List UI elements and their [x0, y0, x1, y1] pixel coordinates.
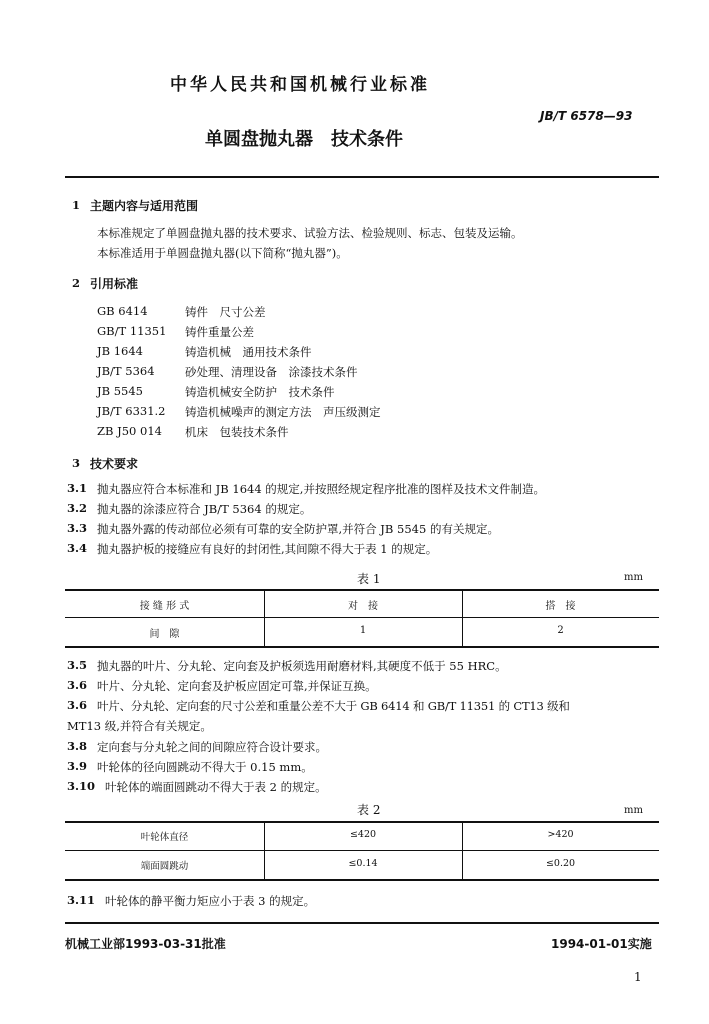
- ref-title: 铸造机械噪声的测定方法 声压级测定: [185, 405, 381, 419]
- table1-header-cell: 接 缝 形 式: [139, 601, 190, 612]
- document-title: 单圆盘抛丸器 技术条件: [205, 129, 403, 150]
- ref-code: JB/T 5364: [97, 364, 155, 378]
- table2-cell: >420: [547, 829, 574, 840]
- effective-date: 1994-01-01实施: [551, 937, 652, 951]
- section1-paragraph-2: 本标准适用于单圆盘抛丸器(以下简称“抛丸器”)。: [97, 246, 348, 260]
- clause-3-10-number: 3.10: [67, 779, 96, 793]
- clause-3-2-number: 3.2: [67, 501, 88, 515]
- ref-code: GB/T 11351: [97, 324, 167, 338]
- ref-title: 铸件 尺寸公差: [185, 305, 266, 319]
- ref-code: JB/T 6331.2: [97, 404, 166, 418]
- table2-caption: 表 2: [357, 803, 381, 817]
- section1-number: 1: [72, 198, 81, 212]
- table2-cell: 叶轮体直径: [140, 832, 189, 843]
- clause-3-6b-text: 叶片、分丸轮、定向套的尺寸公差和重量公差不大于 GB 6414 和 GB/T 11351 的 CT13 级和: [97, 699, 570, 713]
- clause-3-5-number: 3.5: [67, 658, 88, 672]
- clause-3-6b-number: 3.6: [67, 698, 88, 712]
- ref-code: GB 6414: [97, 304, 148, 318]
- approval-date: 机械工业部1993-03-31批准: [65, 937, 226, 951]
- clause-3-5-text: 抛丸器的叶片、分丸轮、定向套及护板须选用耐磨材料,其硬度不低于 55 HRC。: [97, 659, 507, 673]
- ref-title: 铸件重量公差: [185, 325, 254, 339]
- clause-3-9-number: 3.9: [67, 759, 88, 773]
- clause-3-1-text: 抛丸器应符合本标准和 JB 1644 的规定,并按照经规定程序批准的图样及技术文件制造。: [97, 482, 545, 496]
- table1-caption: 表 1: [357, 572, 381, 586]
- section1-heading: 主题内容与适用范围: [90, 199, 199, 213]
- standard-code: JB/T 6578—93: [540, 109, 633, 123]
- table1-header-cell: 对 接: [348, 601, 378, 612]
- table2-unit: mm: [624, 805, 643, 816]
- section3-number: 3: [72, 456, 81, 470]
- section1-paragraph-1: 本标准规定了单圆盘抛丸器的技术要求、试验方法、检验规则、标志、包装及运输。: [97, 226, 523, 240]
- section2-number: 2: [72, 276, 81, 290]
- clause-3-6b-continuation: MT13 级,并符合有关规定。: [67, 719, 212, 733]
- clause-3-8-text: 定向套与分丸轮之间的间隙应符合设计要求。: [97, 740, 327, 754]
- table1-mid-rule: [65, 617, 659, 618]
- clause-3-8-number: 3.8: [67, 739, 88, 753]
- table2-top-rule: [65, 821, 659, 823]
- table2-mid-rule: [65, 850, 659, 851]
- ref-code: JB 5545: [97, 384, 143, 398]
- clause-3-2-text: 抛丸器的涂漆应符合 JB/T 5364 的规定。: [97, 502, 312, 516]
- clause-3-6a-text: 叶片、分丸轮、定向套及护板应固定可靠,并保证互换。: [97, 679, 377, 693]
- clause-3-4-text: 抛丸器护板的接缝应有良好的封闭性,其间隙不得大于表 1 的规定。: [97, 542, 438, 556]
- clause-3-11-number: 3.11: [67, 893, 96, 907]
- clause-3-6a-number: 3.6: [67, 678, 88, 692]
- clause-3-4-number: 3.4: [67, 541, 88, 555]
- table1-cell: 2: [557, 625, 564, 636]
- ref-title: 砂处理、清理设备 涂漆技术条件: [185, 365, 358, 379]
- ref-title: 铸造机械安全防护 技术条件: [185, 385, 335, 399]
- table2-cell: ≤420: [349, 829, 377, 840]
- page-number: 1: [634, 970, 642, 984]
- section2-heading: 引用标准: [90, 277, 139, 291]
- clause-3-10-text: 叶轮体的端面圆跳动不得大于表 2 的规定。: [105, 780, 327, 794]
- ref-code: JB 1644: [97, 344, 143, 358]
- table2-cell: 端面圆跳动: [140, 861, 189, 872]
- clause-3-11-text: 叶轮体的静平衡力矩应小于表 3 的规定。: [105, 894, 316, 908]
- table1-unit: mm: [624, 572, 643, 583]
- ref-code: ZB J50 014: [97, 424, 162, 438]
- table1-bottom-rule: [65, 646, 659, 648]
- ref-title: 机床 包装技术条件: [185, 425, 289, 439]
- table1-cell: 间 隙: [149, 629, 180, 640]
- clause-3-1-number: 3.1: [67, 481, 88, 495]
- table2-cell: ≤0.14: [348, 858, 378, 869]
- table2-cell: ≤0.20: [545, 858, 576, 869]
- clause-3-3-number: 3.3: [67, 521, 88, 535]
- table1-header-cell: 搭 接: [545, 601, 576, 612]
- header-rule: [65, 176, 659, 178]
- table1-top-rule: [65, 589, 659, 591]
- standard-org: 中华人民共和国机械行业标准: [170, 75, 430, 95]
- section3-heading: 技术要求: [90, 457, 139, 471]
- clause-3-3-text: 抛丸器外露的传动部位必须有可靠的安全防护罩,并符合 JB 5545 的有关规定。: [97, 522, 499, 536]
- clause-3-9-text: 叶轮体的径向圆跳动不得大于 0.15 mm。: [97, 760, 313, 774]
- footer-rule: [65, 922, 659, 924]
- table2-bottom-rule: [65, 879, 659, 881]
- table1-cell: 1: [359, 625, 367, 636]
- ref-title: 铸造机械 通用技术条件: [185, 345, 312, 359]
